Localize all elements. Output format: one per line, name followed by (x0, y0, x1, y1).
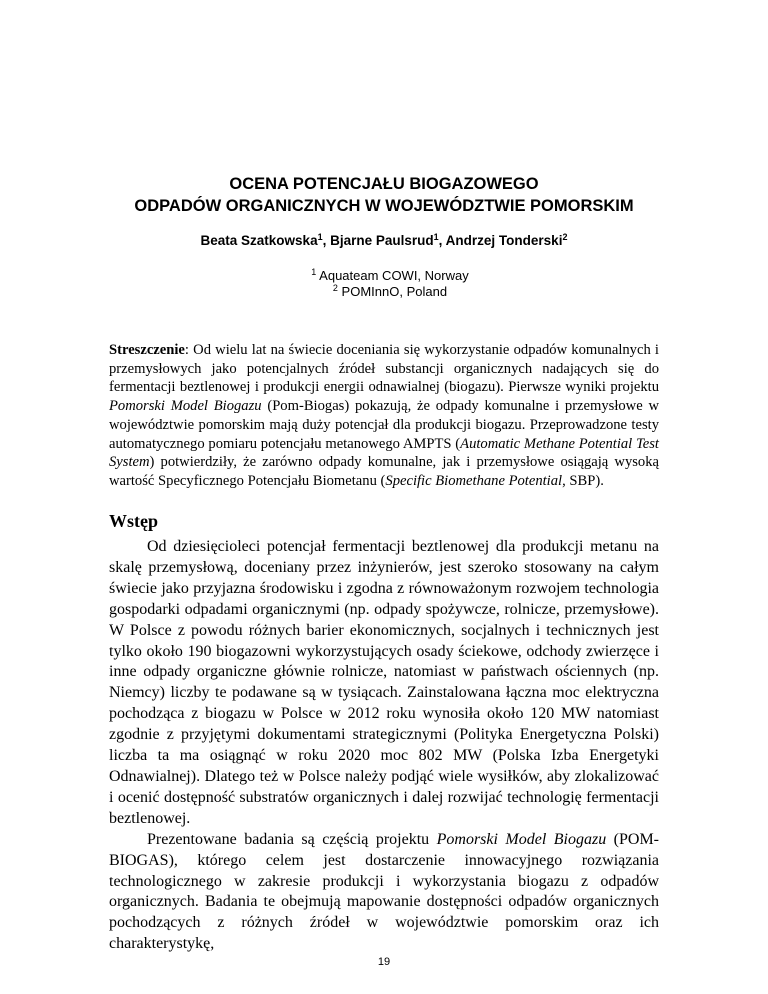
abstract-text: ) potwierdziły, że zarówno odpady komunalne, jak i przemysłowe osiągają wysoką wartość Specyficznego Potencjału Biometanu ( (109, 454, 659, 489)
author-name: Andrzej Tonderski (445, 233, 563, 248)
paper-title (60, 173, 708, 217)
author-name: Bjarne Paulsrud (330, 233, 434, 248)
abstract-text: (Pom-Biogas) pokazują, że odpady komunalne i przemysłowe w województwie pomorskim mają duży potencjał dla produkcji biogazu. Przeprowadzone testy automatycznego pomiaru potencjału metanowego AMPTS ( (109, 398, 659, 452)
abstract-italic: Automatic Methane Potential Test System (109, 435, 659, 471)
author-name: Beata Szatkowska (200, 233, 318, 248)
author-affiliation-mark: 2 (562, 232, 568, 242)
author-affiliation-mark: 1 (317, 232, 323, 242)
author-separator: , (322, 233, 331, 248)
affiliation-text: Aquateam COWI, Norway (316, 268, 469, 283)
author-affiliation-mark: 1 (433, 232, 439, 242)
paragraph-text: Prezentowane badania są częścią projektu (147, 830, 437, 848)
abstract-italic: Specific Biomethane Potential (385, 472, 563, 489)
paragraph-italic: Pomorski Model Biogazu (436, 830, 607, 848)
section-heading: Wstęp (109, 511, 158, 531)
paragraph-text: (POM-BIOGAS), którego celem jest dostarczenie innowacyjnego rozwiązania technologicznego w zakresie produkcji i wykorzystania biogazu z odpadów organicznych. Badania te obejmują mapowanie dostępności odpadów organicznych pochodzących z różnych źródeł w województwie pomorskim oraz ich charakterystykę, (109, 830, 659, 953)
paragraph: Od dziesięcioleci potencjał fermentacji beztlenowej dla produkcji metanu na skalę przemysłową, doceniany przez inżynierów, jest szeroko stosowany na całym świecie jako przyjazna środowisku i zgodna z równoważonym rozwojem technologia gospodarki odpadami organicznymi (np. odpady spożywcze, rolnicze, przemysłowe). W Polsce z powodu różnych barier ekonomicznych, socjalnych i technicznych jest tylko około 190 biogazowni wykorzystujących osady ściekowe, odchody zwierzęce i inne odpady organiczne głównie rolnicze, natomiast w państwach ościennych (np. Niemcy) liczby te podawane są w tysiącach. Zainstalowana łączna moc elektryczna pochodząca z biogazu w Polsce w 2012 roku wynosiła około 120 MW natomiast zgodnie z przyjętymi dokumentami strategicznymi (Polityka Energetyczna Polski) liczba ta ma osiągnąć w roku 2020 moc 802 MW (Polska Izba Energetyki Odnawialnej). Dlatego też w Polsce należy podjąć wiele wysiłków, aby zlokalizować i ocenić dostępność substratów organicznych i dalej rozwijać technologię fermentacji beztlenowej. (109, 538, 659, 827)
affiliation-line (72, 284, 708, 300)
affiliation-text: POMInnO, Poland (337, 284, 448, 299)
abstract-label: Streszczenie (109, 342, 185, 358)
paragraph (109, 830, 659, 955)
affiliation-mark: 2 (332, 283, 338, 293)
affiliation-line (72, 268, 708, 284)
abstract (109, 341, 659, 491)
title-line-1: OCENA POTENCJAŁU BIOGAZOWEGO (229, 175, 539, 193)
abstract-italic: Pomorski Model Biogazu (109, 398, 262, 415)
body-text (109, 537, 659, 955)
affiliations (60, 268, 708, 300)
affiliation-mark: 1 (311, 267, 317, 277)
abstract-text: , SBP). (562, 472, 604, 489)
abstract-text: : Od wielu lat na świecie doceniania się wykorzystanie odpadów komunalnych i przemysłowych jako potencjalnych źródeł substancji organicznych nadających się do fermentacji beztlenowej i produkcji energii odnawialnej (biogazu). Pierwsze wyniki projektu (109, 342, 659, 396)
author-separator: , (438, 233, 446, 248)
title-line-2: ODPADÓW ORGANICZNYCH W WOJEWÓDZTWIE POMORSKIM (134, 197, 634, 215)
page-number: 19 (377, 956, 391, 968)
author-list (60, 232, 708, 250)
